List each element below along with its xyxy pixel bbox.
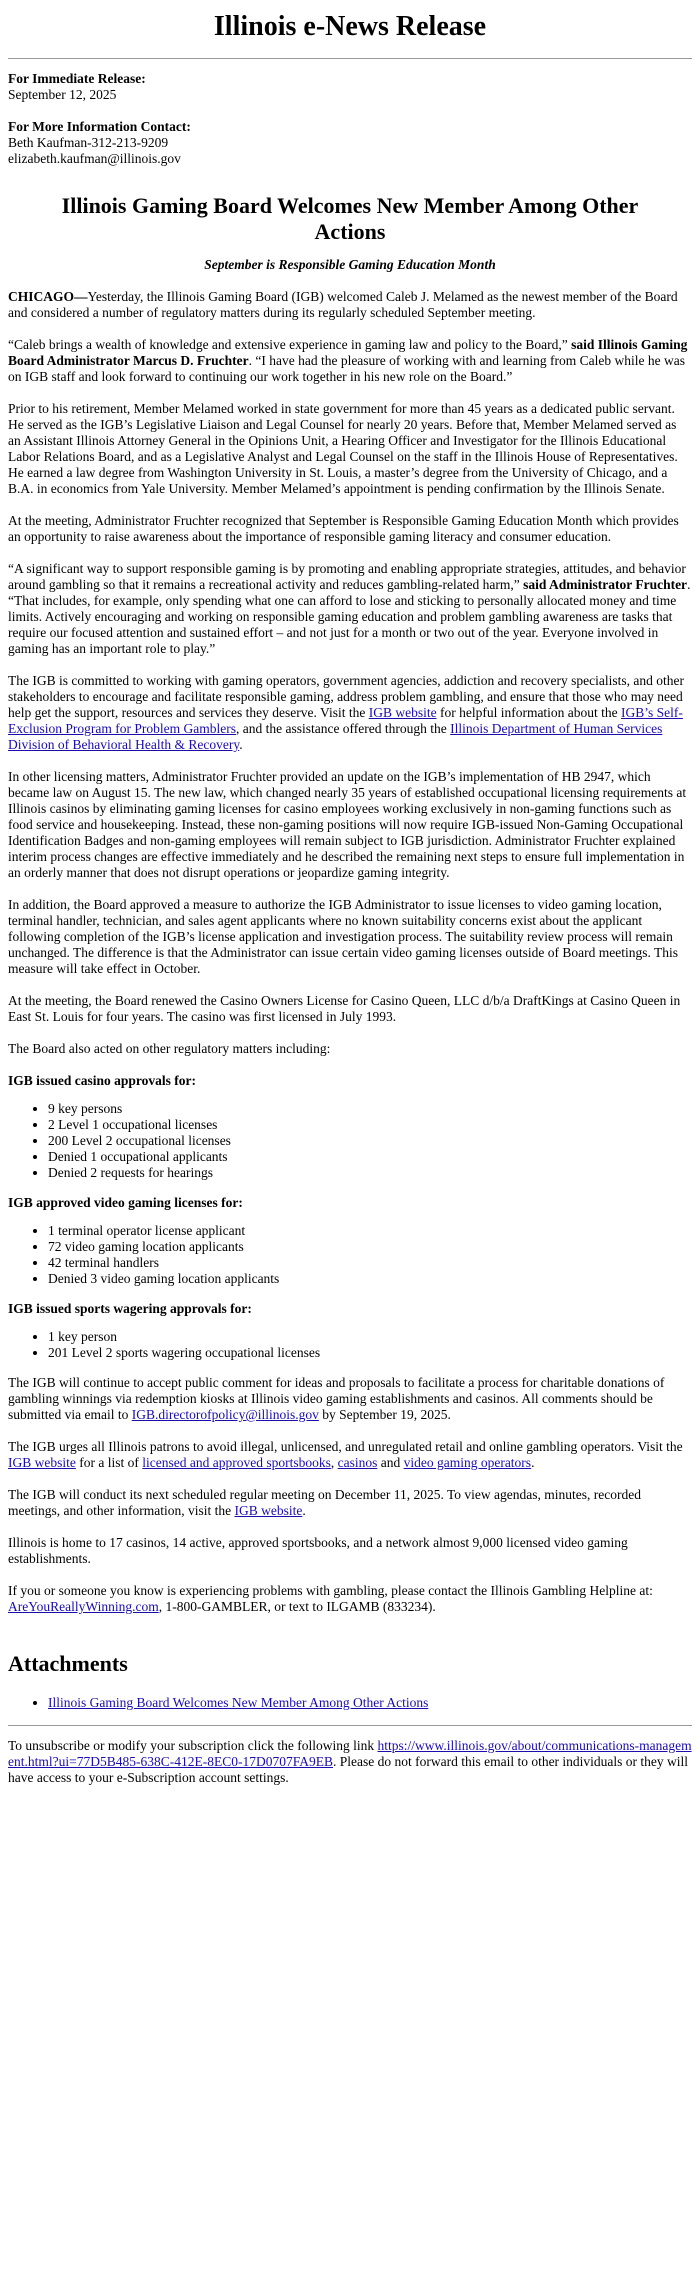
contact-name-phone: Beth Kaufman-312-213-9209 <box>8 135 169 150</box>
footer <box>8 1738 692 1786</box>
sports-wagering-heading: IGB issued sports wagering approvals for: <box>8 1301 252 1316</box>
list-item: • 9 key persons <box>48 1101 692 1117</box>
attachments-list <box>8 1695 692 1711</box>
masthead-divider <box>8 58 692 59</box>
paragraph-illegal-operators: The IGB urges all Illinois patrons to avoid illegal, unlicensed, and unregulated retail and online gambling operators. Visit the IGB website for a list of licensed and approved sportsbooks, casinos and video gaming operators. <box>8 1439 683 1470</box>
igb-website-link[interactable]: IGB website <box>234 1503 303 1518</box>
paragraph-next-meeting: The IGB will conduct its next scheduled regular meeting on December 11, 2025. To view agendas, minutes, recorded meetings, and other information, visit the IGB website. <box>8 1487 641 1518</box>
igb-website-link[interactable]: IGB website <box>8 1455 76 1470</box>
paragraph-public-comment: The IGB will continue to accept public comment for ideas and proposals to facilitate a process for charitable donations of gambling winnings via redemption kiosks at Illinois video gaming establishments and casinos. All comments should be submitted via email to IGB.directorofpolicy@illinois.gov by September 19, 2025. <box>8 1375 665 1422</box>
release-subhead: September is Responsible Gaming Education Month <box>204 257 496 272</box>
sports-wagering-list <box>8 1329 692 1361</box>
list-item: • 42 terminal handlers <box>48 1255 692 1271</box>
masthead-title: Illinois e-News Release <box>213 11 487 42</box>
list-item: • 200 Level 2 occupational licenses <box>48 1133 692 1149</box>
release-headline: Illinois Gaming Board Welcomes New Member Among Other Actions <box>61 193 639 244</box>
paragraph-other-matters: The Board also acted on other regulatory matters including: <box>8 1041 331 1056</box>
unsubscribe-link[interactable]: https://www.illinois.gov/about/communications-management.html?ui=77D5B485-638C-412E-8EC0-17D0707FA9EB <box>8 1738 692 1769</box>
attachments-heading: Attachments <box>8 1651 128 1676</box>
paragraph-rg-month: At the meeting, Administrator Fruchter recognized that September is Responsible Gaming Education Month which provides an opportunity to raise awareness about the importance of responsible gaming literacy and consumer education. <box>8 513 679 544</box>
list-item: • Denied 1 occupational applicants <box>48 1149 692 1165</box>
sportsbooks-link[interactable]: licensed and approved sportsbooks <box>142 1455 331 1470</box>
list-item: • Denied 2 requests for hearings <box>48 1165 692 1181</box>
list-item: • 201 Level 2 sports wagering occupational licenses <box>48 1345 692 1361</box>
release-info <box>8 71 692 103</box>
paragraph-quote-rg: “A significant way to support responsible gaming is by promoting and enabling appropriate strategies, attitudes, and behavior around gambling so that it remains a recreational activity and reduces gambling-related harm,” said Administrator Fruchter. “That includes, for example, only spending what one can afford to lose and sticking to personally allocated money and time limits. Actively encouraging and working on responsible gaming education and problem gambling awareness are tasks that require our focused attention and sustained effort – and not just for a month or two out of the year. Everyone involved in gaming has an important role to play.” <box>8 561 691 656</box>
paragraph-hb2947: In other licensing matters, Administrator Fruchter provided an update on the IGB’s implementation of HB 2947, which became law on August 15. The new law, which changed nearly 35 years of established occupational licensing requirements at Illinois casinos by eliminating gaming licenses for casino employees working exclusively in non-gaming functions such as food service and housekeeping. Instead, these non-gaming positions will now require IGB-issued Non-Gaming Occupational Identification Badges and non-gaming employees will remain subject to IGB jurisdiction. Administrator Fruchter explained interim process changes are effective immediately and he described the remaining next steps to ensure full implementation in an orderly manner that does not disrupt operations or jeopardize gaming integrity. <box>8 769 687 880</box>
release-date: September 12, 2025 <box>8 87 117 102</box>
attachment-link[interactable]: Illinois Gaming Board Welcomes New Member Among Other Actions <box>48 1695 429 1710</box>
list-item: • 2 Level 1 occupational licenses <box>48 1117 692 1133</box>
list-item: • 1 key person <box>48 1329 692 1345</box>
casino-approvals-heading: IGB issued casino approvals for: <box>8 1073 197 1088</box>
paragraph-intro: CHICAGO—Yesterday, the Illinois Gaming Board (IGB) welcomed Caleb J. Melamed as the newest member of the Board and considered a number of regulatory matters during its regularly scheduled September meeting. <box>8 289 678 320</box>
casino-approvals-list <box>8 1101 692 1181</box>
paragraph-administrator-licenses: In addition, the Board approved a measure to authorize the IGB Administrator to issue licenses to video gaming location, terminal handler, technician, and sales agent applicants where no known suitability concerns exist about the applicant following completion of the IGB’s license application and investigation process. The suitability review process will remain unchanged. The difference is that the Administrator can issue certain video gaming licenses outside of Board meetings. This measure will take effect in October. <box>8 897 678 976</box>
casinos-link[interactable]: casinos <box>337 1455 378 1470</box>
attachment-item <box>48 1695 692 1711</box>
quote-attribution: said Administrator Fruchter <box>523 577 688 592</box>
paragraph-melamed-bio: Prior to his retirement, Member Melamed worked in state government for more than 45 years as a dedicated public servant. He served as the IGB’s Legislative Liaison and Legal Counsel for nearly 20 years. Before that, Member Melamed served as an Assistant Illinois Attorney General in the Opinions Unit, a Hearing Officer and Investigator for the Illinois Educational Labor Relations Board, and as a Legislative Analyst and Legal Counsel on the staff in the Illinois House of Representatives. He earned a law degree from Washington University in St. Louis, a master’s degree from the University of Chicago, and a B.A. in economics from Yale University. Member Melamed’s appointment is pending confirmation by the Illinois Senate. <box>8 401 678 496</box>
paragraph-casino-queen: At the meeting, the Board renewed the Casino Owners License for Casino Queen, LLC d/b/a DraftKings at Casino Queen in East St. Louis for four years. The casino was first licensed in July 1993. <box>8 993 681 1024</box>
video-gaming-list <box>8 1223 692 1287</box>
release-label: For Immediate Release: <box>8 71 146 86</box>
paragraph-helpline: If you or someone you know is experiencing problems with gambling, please contact the Illinois Gambling Helpline at: AreYouReallyWinning.com, 1-800-GAMBLER, or text to ILGAMB (833234). <box>8 1583 653 1614</box>
contact-block <box>8 71 692 167</box>
video-gaming-operators-link[interactable]: video gaming operators <box>403 1455 532 1470</box>
list-item: • 72 video gaming location applicants <box>48 1239 692 1255</box>
paragraph-quote-fruchter: “Caleb brings a wealth of knowledge and extensive experience in gaming law and policy to the Board,” said Illinois Gaming Board Administrator Marcus D. Fruchter. “I have had the pleasure of working with and learning from Caleb while he was on IGB staff and look forward to continuing our work together in his new role on the Board.” <box>8 337 688 384</box>
dateline: CHICAGO— <box>8 289 88 304</box>
dhs-behavioral-health-link[interactable]: Illinois Department of Human Services Division of Behavioral Health & Recovery <box>8 721 663 752</box>
video-gaming-heading: IGB approved video gaming licenses for: <box>8 1195 243 1210</box>
contact-label: For More Information Contact: <box>8 119 191 134</box>
contact-email: elizabeth.kaufman@illinois.gov <box>8 151 181 166</box>
are-you-really-winning-link[interactable]: AreYouReallyWinning.com <box>8 1599 159 1614</box>
list-item: • 1 terminal operator license applicant <box>48 1223 692 1239</box>
list-item: • Denied 3 video gaming location applicants <box>48 1271 692 1287</box>
igb-website-link[interactable]: IGB website <box>368 705 437 720</box>
contact-info <box>8 119 692 167</box>
quote-attribution: said Illinois Gaming Board Administrator Marcus D. Fruchter <box>8 337 688 368</box>
paragraph-illinois-stats: Illinois is home to 17 casinos, 14 active, approved sportsbooks, and a network almost 9,000 licensed video gaming establishments. <box>8 1535 628 1566</box>
self-exclusion-link[interactable]: IGB’s Self-Exclusion Program for Problem Gamblers <box>8 705 683 736</box>
paragraph-igb-commitment: The IGB is committed to working with gaming operators, government agencies, addiction and recovery specialists, and other stakeholders to encourage and facilitate responsible gaming, address problem gambling, and ensure that those who may need help get the support, resources and services they deserve. Visit the IGB website for helpful information about the IGB’s Self-Exclusion Program for Problem Gamblers, and the assistance offered through the Illinois Department of Human Services Division of Behavioral Health & Recovery. <box>8 673 684 752</box>
unsubscribe-text: To unsubscribe or modify your subscription click the following link https://www.illinois.gov/about/communications-management.html?ui=77D5B485-638C-412E-8EC0-17D0707FA9EB. Please do not forward this email to other individuals or they will have access to your e-Subscription account settings. <box>8 1738 692 1785</box>
policy-email-link[interactable]: IGB.directorofpolicy@illinois.gov <box>131 1407 319 1422</box>
footer-divider <box>8 1725 692 1726</box>
